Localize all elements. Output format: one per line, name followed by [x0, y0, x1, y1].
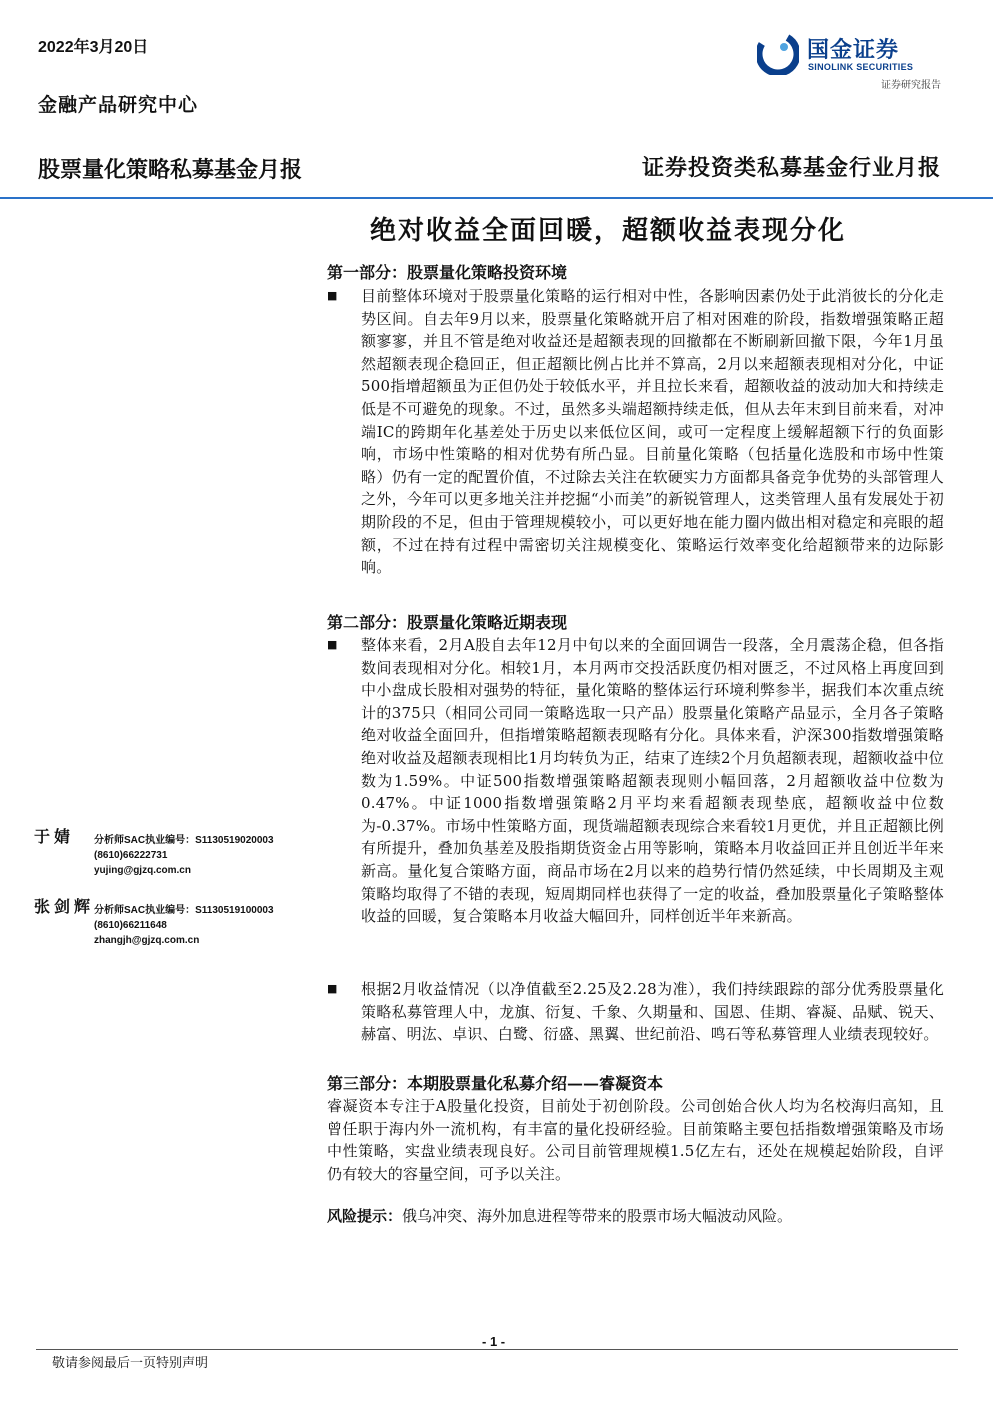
logo-text-en: SINOLINK SECURITIES [808, 62, 914, 72]
industry-report-title: 证券投资类私募基金行业月报 [641, 155, 941, 181]
report-type-label: 证券研究报告 [881, 80, 941, 91]
analyst-license: 分析师SAC执业编号：S1130519100003 [94, 905, 274, 916]
fund-report-title: 股票量化策略私募基金月报 [38, 157, 303, 182]
disclaimer-note: 敬请参阅最后一页特别声明 [52, 1356, 209, 1371]
risk-text: 俄乌冲突、海外加息进程等带来的股票市场大幅波动风险。 [402, 1207, 793, 1225]
analyst-email[interactable]: zhangjh@gjzq.com.cn [94, 935, 200, 946]
research-center-name: 金融产品研究中心 [38, 94, 199, 116]
analyst-license: 分析师SAC执业编号：S1130519020003 [94, 835, 274, 846]
section-3-title: 第三部分：本期股票量化私募介绍——睿凝资本 [327, 1074, 664, 1093]
logo-text-cn: 国金证券 [807, 37, 900, 62]
section-3-paragraph: 睿凝资本专注于A股量化投资，目前处于初创阶段。公司创始合伙人均为名校海归高知，且曾任职于海内外一流机构，有丰富的量化投研经验。目前策略主要包括指数增强策略及市场中性策略，实盘业绩表现良好。公司目前管理规模1.5亿左右，还处在规模起始阶段，自评仍有较大的容量空间，可予以关注。 [327, 1097, 944, 1183]
section-2-bullet-1: 整体来看，2月A股自去年12月中旬以来的全面回调告一段落，全月震荡企稳，但各指数间表现相对分化。相较1月，本月两市交投活跃度仍相对匮乏，不过风格上再度回到中小盘成长股相对强势的特征，量化策略的整体运行环境利弊参半，据我们本次重点统计的375只（相同公司同一策略选取一只产品）股票量化策略产品显示，全月各子策略绝对收益全面回升，但指增策略超额表现略有分化。具体来看，沪深300指数增强策略绝对收益及超额表现相比1月均转负为正，结束了连续2个月负超额表现，超额收益中位数为1.59%。中证500指数增强策略超额表现则小幅回落，2月超额收益中位数为0.47%。中证1000指数增强策略2月平均来看超额表现垫底，超额收益中位数为-0.37%。市场中性策略方面，现货端超额表现综合来看较1月更优，并且正超额比例有所提升，叠加负基差及股指期货资金占用等影响，策略本月收益回正并且创近半年来新高。量化复合策略方面，商品市场在2月以来的趋势行情仍然延续，中长周期及主观策略均取得了不错的表现，短周期同样也获得了一定的收益，叠加股票量化子策略整体收益的回暖，复合策略本月收益大幅回升，同样创近半年来新高。 [361, 636, 944, 926]
risk-label: 风险提示： [327, 1207, 403, 1225]
bullet-square-icon: ■ [327, 982, 338, 995]
report-date: 2022年3月20日 [38, 39, 149, 56]
header-divider [0, 197, 993, 199]
analyst-phone: (8610)66222731 [94, 850, 168, 861]
section-2-bullet-2: 根据2月收益情况（以净值截至2.25及2.28为准），我们持续跟踪的部分优秀股票量化策略私募管理人中，龙旗、衍复、千象、久期量和、国恩、佳期、睿凝、品赋、锐天、赫富、明汯、卓识、白鹭、衍盛、黑翼、世纪前沿、鸣石等私募管理人业绩表现较好。 [361, 980, 944, 1044]
section-2-title: 第二部分：股票量化策略近期表现 [327, 613, 568, 632]
risk-notice [327, 1205, 792, 1226]
analyst-name: 张剑辉 [34, 897, 95, 916]
company-logo [757, 31, 947, 79]
section-1-title: 第一部分：股票量化策略投资环境 [327, 263, 568, 282]
logo-mark-icon [757, 33, 799, 75]
analyst-email[interactable]: yujing@gjzq.com.cn [94, 865, 191, 876]
page-number: - 1 - [482, 1334, 506, 1349]
analyst-details [94, 903, 274, 948]
analyst-details [94, 833, 274, 878]
analyst-name: 于婧 [34, 827, 75, 846]
bullet-square-icon: ■ [327, 638, 338, 651]
report-headline: 绝对收益全面回暖，超额收益表现分化 [370, 216, 847, 246]
bullet-square-icon: ■ [327, 289, 338, 302]
section-1-bullet-1: 目前整体环境对于股票量化策略的运行相对中性，各影响因素仍处于此消彼长的分化走势区间。自去年9月以来，股票量化策略就开启了相对困难的阶段，指数增强策略正超额寥寥，并且不管是绝对收益还是超额表现的回撤都在不断刷新回撤下限，今年1月虽然超额表现企稳回正，但正超额比例占比并不算高，2月以来超额表现相对分化，中证500指增超额虽为正但仍处于较低水平，并且拉长来看，超额收益的波动加大和持续走低是不可避免的现象。不过，虽然多头端超额持续走低，但从去年末到目前来看，对冲端IC的跨期年化基差处于历史以来低位区间，或可一定程度上缓解超额下行的负面影响，市场中性策略的相对优势有所凸显。目前量化策略（包括量化选股和市场中性策略）仍有一定的配置价值，不过除去关注在软硬实力方面都具备竞争优势的头部管理人之外，今年可以更多地关注并挖掘“小而美”的新锐管理人，这类管理人虽有发展处于初期阶段的不足，但由于管理规模较小，可以更好地在能力圈内做出相对稳定和亮眼的超额，不过在持有过程中需密切关注规模变化、策略运行效率变化给超额带来的边际影响。 [361, 287, 944, 577]
analyst-phone: (8610)66211648 [94, 920, 167, 931]
footer-divider [36, 1349, 958, 1350]
